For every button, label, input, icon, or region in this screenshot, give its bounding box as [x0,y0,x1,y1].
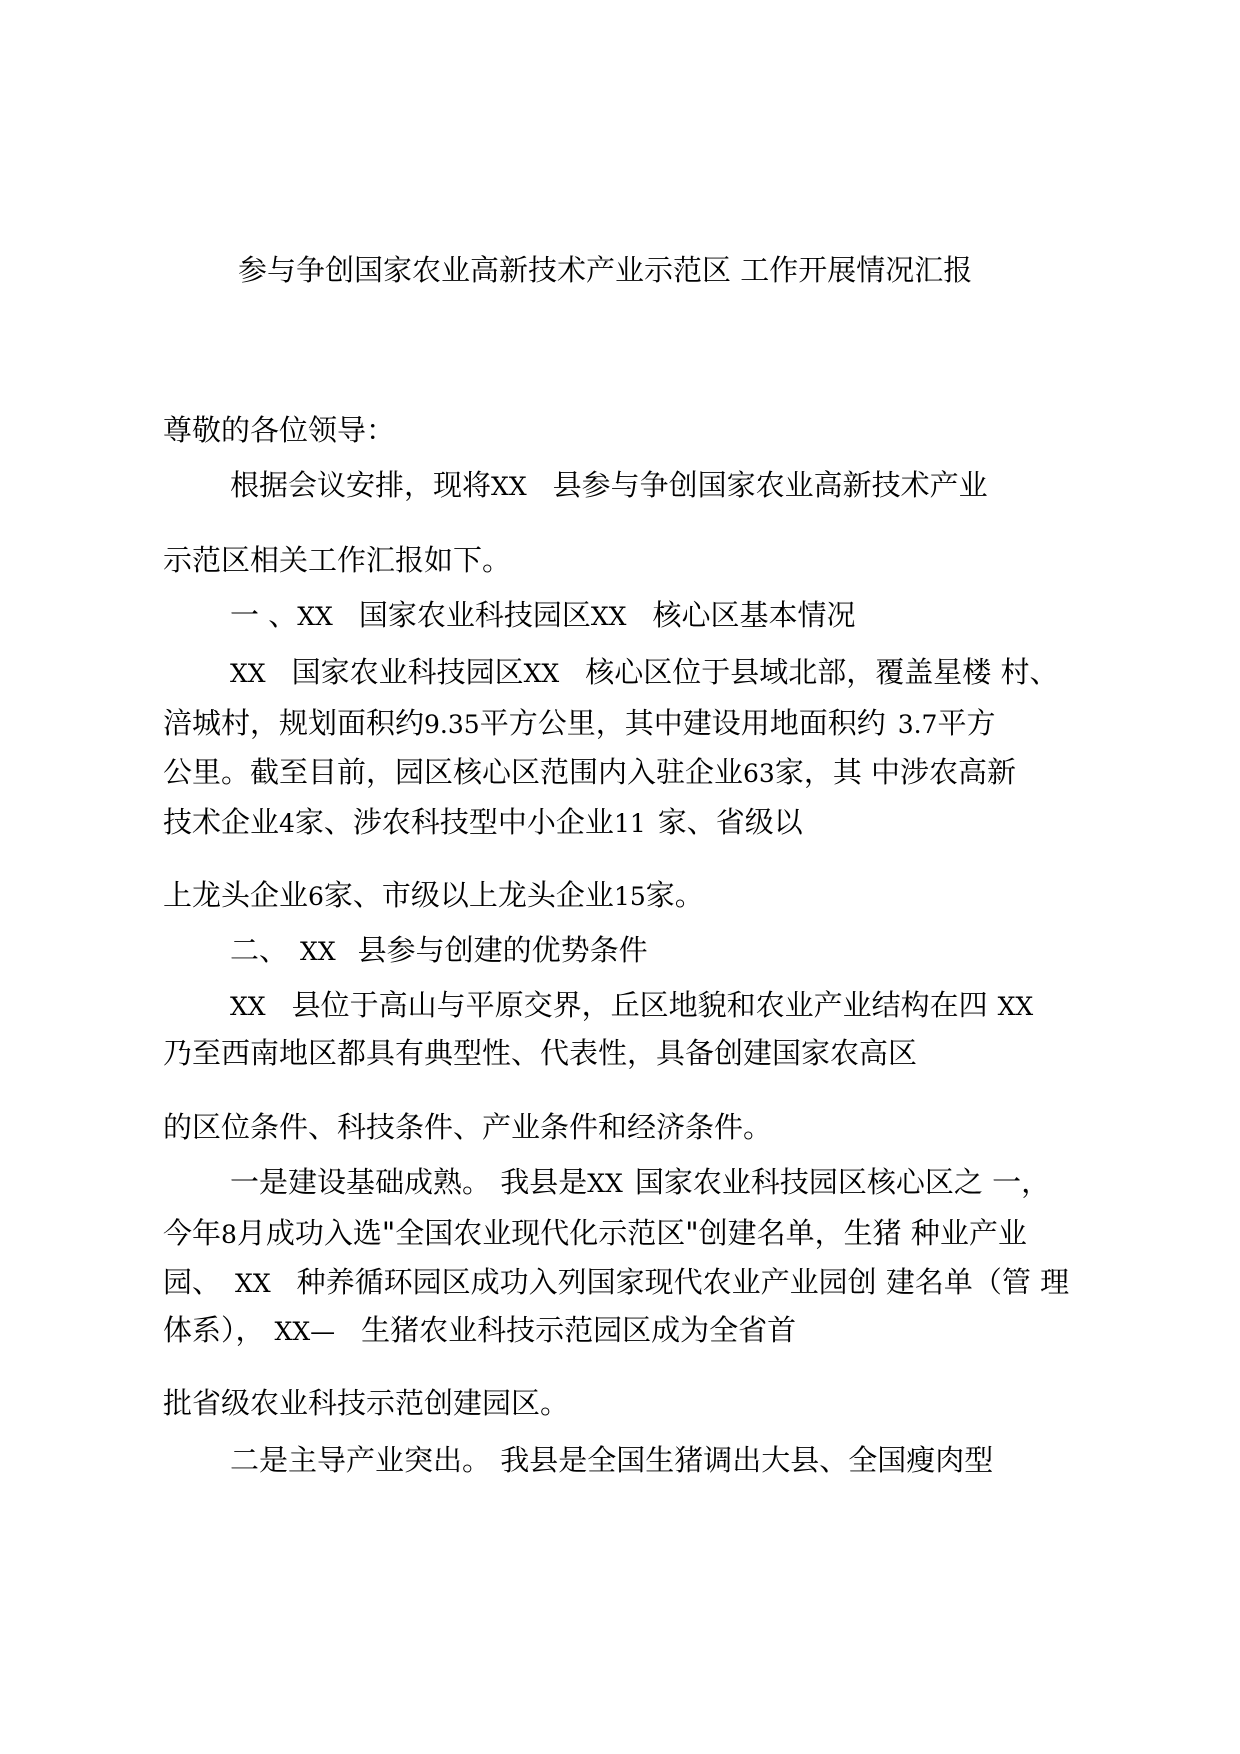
salutation: 尊敬的各位领导： [163,413,396,447]
section1-paragraph-line-4: 技术企业4家、涉农科技型中小企业11 家、省级以 [163,805,803,839]
section2-point1-line-1: 一是建设基础成熟。 我县是XX 国家农业科技园区核心区之 一， [230,1165,1051,1199]
section2-point1-line-2: 今年8月成功入选"全国农业现代化示范区"创建名单，生猪 种业产业 [163,1216,1027,1250]
intro-line-1: 根据会议安排，现将XX 县参与争创国家农业高新技术产业 [230,468,988,502]
document-title: 参与争创国家农业高新技术产业示范区 工作开展情况汇报 [238,253,973,287]
section2-paragraph-line-1: XX 县位于高山与平原交界，丘区地貌和农业产业结构在四 XX [230,988,1034,1022]
intro-line-2: 示范区相关工作汇报如下。 [163,543,512,577]
section1-paragraph-line-2: 涪城村，规划面积约9.35平方公里，其中建设用地面积约 3.7平方 [163,706,996,740]
section1-paragraph-line-1: XX 国家农业科技园区XX 核心区位于县域北部，覆盖星楼 村、 [230,655,1059,689]
section2-point1-line-3: 园、 XX 种养循环园区成功入列国家现代农业产业园创 建名单（管 理 [163,1265,1070,1299]
section2-point1-line-4: 体系）， XX— 生猪农业科技示范园区成为全省首 [163,1313,797,1347]
section1-heading: 一 、XX 国家农业科技园区XX 核心区基本情况 [230,598,856,632]
section2-point2-line-1: 二是主导产业突出。 我县是全国生猪调出大县、全国瘦肉型 [230,1443,994,1477]
section2-point1-line-5: 批省级农业科技示范创建园区。 [163,1386,570,1420]
section1-paragraph-line-3: 公里。截至目前，园区核心区范围内入驻企业63家，其 中涉农高新 [163,755,1017,789]
section2-paragraph-line-2: 乃至西南地区都具有典型性、代表性，具备创建国家农高区 [163,1036,918,1070]
section2-heading: 二、 XX 县参与创建的优势条件 [230,933,648,967]
section2-paragraph-line-3: 的区位条件、科技条件、产业条件和经济条件。 [163,1110,773,1144]
section1-paragraph-line-5: 上龙头企业6家、市级以上龙头企业15家。 [163,878,704,912]
